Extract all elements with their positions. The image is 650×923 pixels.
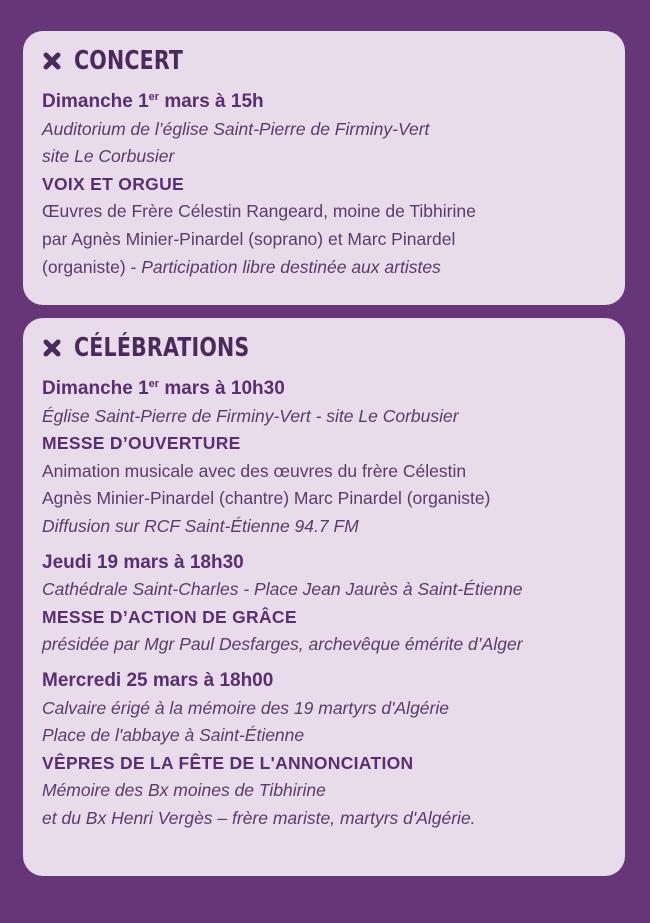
event-vepres: [42, 667, 607, 833]
concert-desc-1: Œuvres de Frère Célestin Rangeard, moine de Tibhirine: [42, 201, 476, 222]
event-place: Église Saint-Pierre de Firminy-Vert - site Le Corbusier: [42, 405, 459, 426]
event-place: Cathédrale Saint-Charles - Place Jean Jaurès à Saint-Étienne: [42, 579, 523, 600]
event-ouverture: [42, 375, 607, 541]
event-desc-2: Agnès Minier-Pinardel (chantre) Marc Pinardel (organiste): [42, 488, 491, 509]
event-note: Diffusion sur RCF Saint-Étienne 94.7 FM: [42, 515, 359, 536]
concert-place-1: Auditorium de l’église Saint-Pierre de Firminy-Vert: [42, 118, 430, 139]
concert-desc-2: par Agnès Minier-Pinardel (soprano) et Marc Pinardel: [42, 228, 456, 249]
concert-desc-3: (organiste) - Participation libre destinée aux artistes: [42, 256, 441, 277]
event-title: MESSE D’ACTION DE GRÂCE: [42, 606, 297, 627]
event-desc-1: Animation musicale avec des œuvres du frère Célestin: [42, 460, 467, 481]
celebrations-heading: [42, 332, 607, 364]
concert-title: CONCERT: [74, 46, 184, 76]
event-title: MESSE D’OUVERTURE: [42, 433, 241, 454]
event-title: VÊPRES DE LA FÊTE DE L'ANNONCIATION: [42, 752, 414, 773]
celebrations-title: CÉLÉBRATIONS: [74, 333, 250, 363]
event-place-2: Place de l'abbaye à Saint-Étienne: [42, 725, 305, 746]
event-date: Mercredi 25 mars à 18h00: [42, 669, 274, 691]
concert-place-2: site Le Corbusier: [42, 146, 175, 167]
concert-date: Dimanche 1er mars à 15h: [42, 91, 264, 112]
celebrations-card: [23, 318, 625, 876]
event-date: Jeudi 19 mars à 18h30: [42, 551, 244, 573]
event-place-1: Calvaire érigé à la mémoire des 19 martyrs d'Algérie: [42, 697, 449, 718]
concert-event-title: VOIX ET ORGUE: [42, 173, 184, 194]
event-action-de-grace: [42, 549, 607, 659]
event-note-2: et du Bx Henri Vergès – frère mariste, martyrs d'Algérie.: [42, 807, 476, 828]
event-date: Dimanche 1er mars à 10h30: [42, 378, 285, 399]
event-note-1: Mémoire des Bx moines de Tibhirine: [42, 780, 326, 801]
cross-icon: [42, 338, 62, 358]
event-note: présidée par Mgr Paul Desfarges, archevêque émérite d’Alger: [42, 634, 523, 655]
concert-card: [23, 31, 625, 305]
cross-icon: [42, 51, 62, 71]
concert-heading: [42, 45, 607, 77]
